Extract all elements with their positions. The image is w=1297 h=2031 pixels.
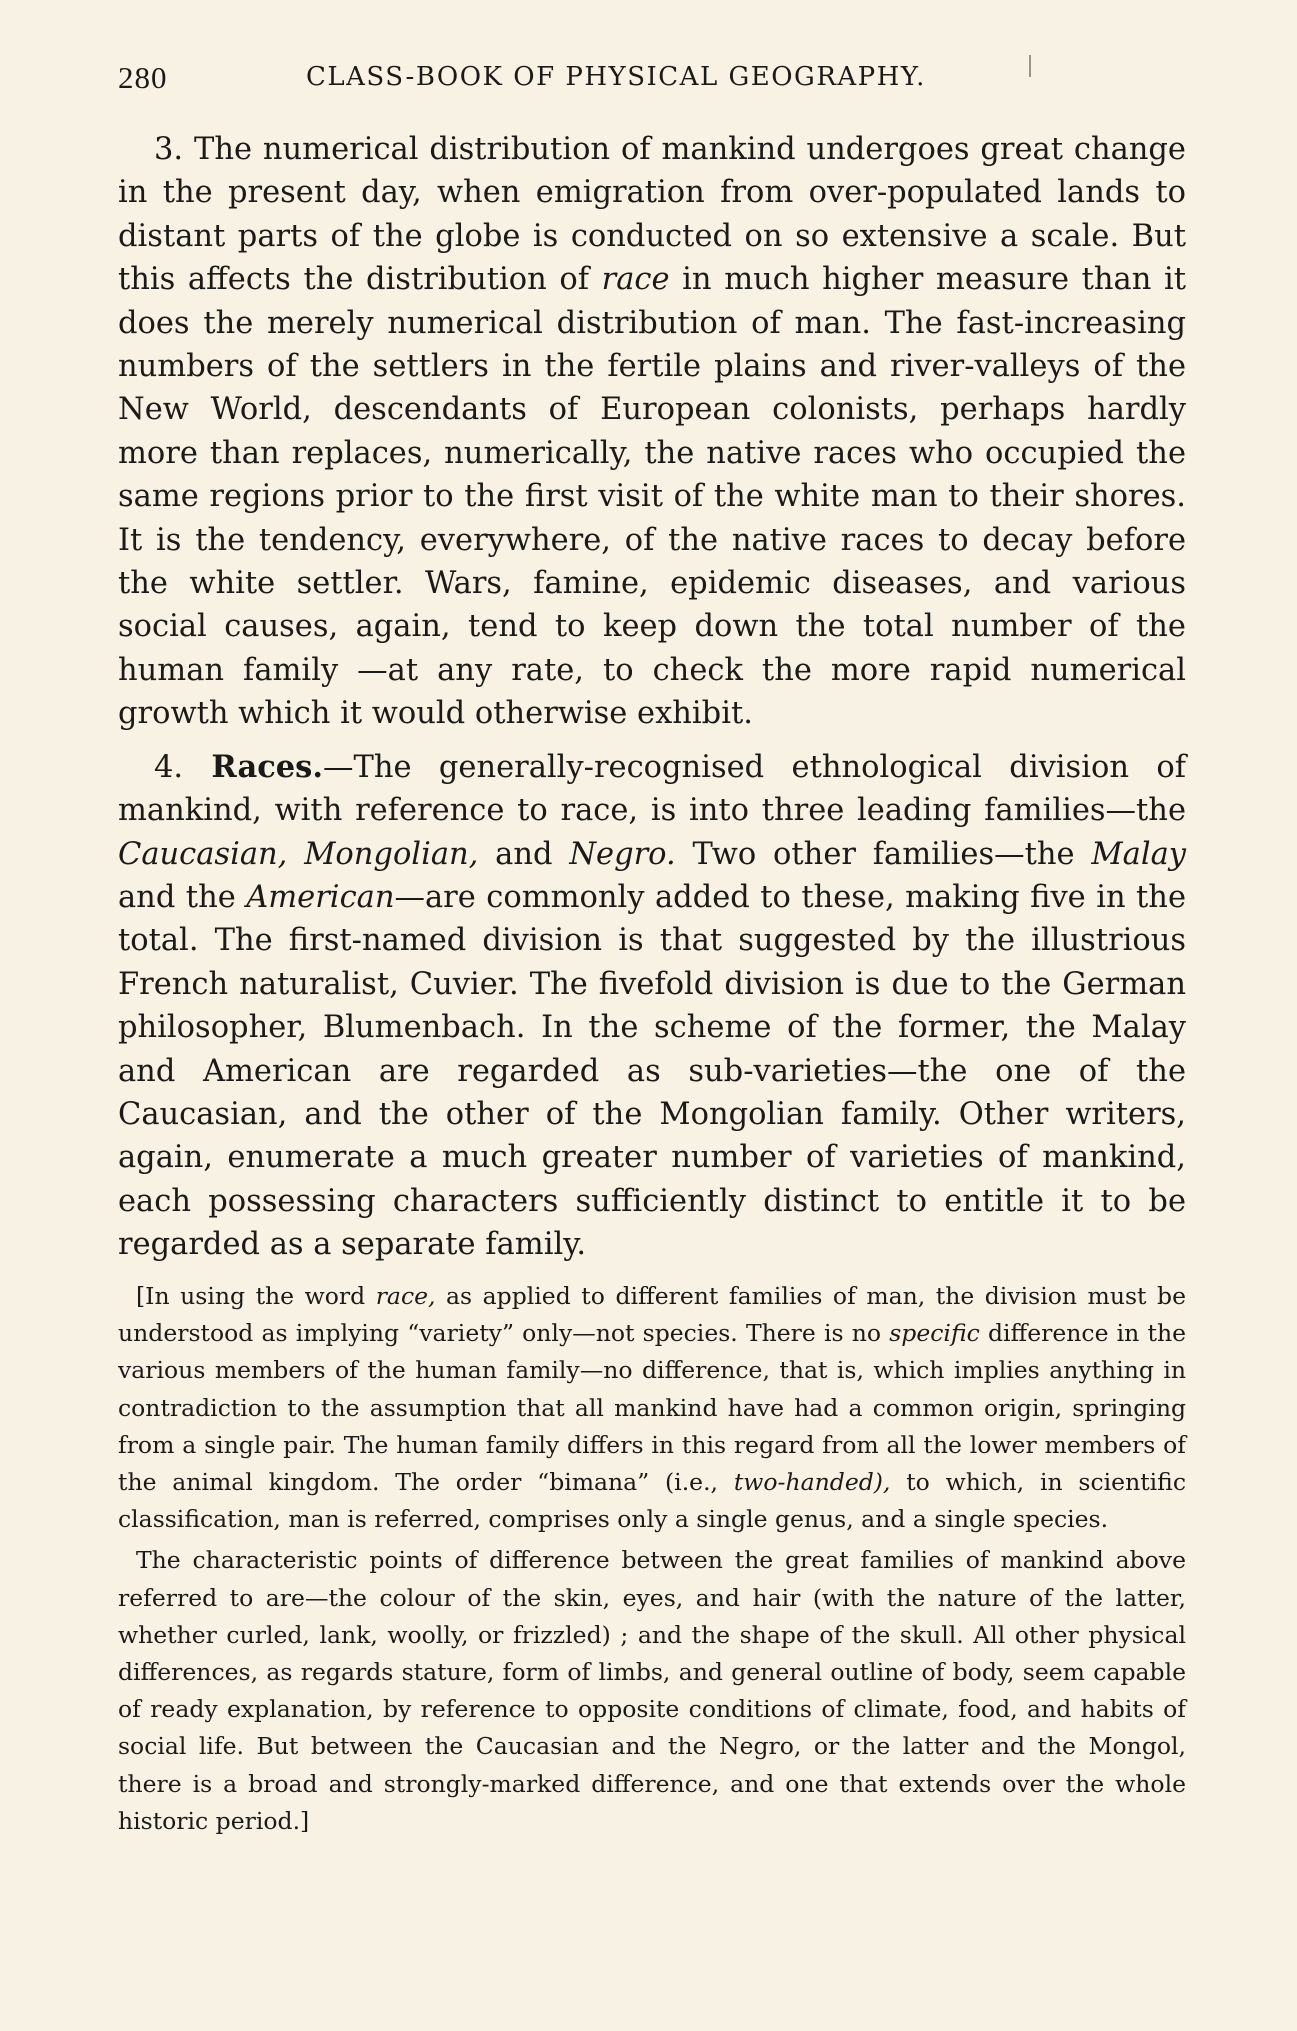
paragraph-text: and the bbox=[118, 879, 247, 915]
paragraph-text: in much higher measure than it does the merely numerical distribution of man. The fast-increasing numbers of the settlers in the fertile plains and river-valleys of the New World, descendants of European colonists, perhaps hardly more than replaces, numerically, the native races who occupied the same regions prior to the first visit of the white man to their shores. It is the tendency, everywhere, of the native races to decay before the white settler. Wars, famine, epidemic diseases, and various social causes, again, tend to keep down the total number of the human family —at any rate, to check the more rapid numerical growth which it would otherwise exhibit. bbox=[118, 262, 1187, 732]
note-paragraph bbox=[118, 1278, 1186, 1538]
paragraph-text: The numerical distribution of mankind undergoes great change in the present day, when emigration from over-populated lands to distant parts of the globe is conducted on so extensive a scale. But this affects the distribution of bbox=[118, 132, 1186, 298]
main-text bbox=[118, 128, 1186, 1267]
paragraph-text: Two other families—the bbox=[675, 836, 1092, 872]
section-heading: Races. bbox=[183, 748, 323, 785]
page-number: 280 bbox=[118, 60, 168, 95]
note-text: to which, in scientific classification, man is referred, comprises only a single genus, and a single species. bbox=[118, 1468, 1187, 1534]
note-text: as applied to different families of man, the division must be understood as implying “variety” only—not species. There is no bbox=[118, 1282, 1186, 1348]
paragraph-text: and bbox=[478, 836, 570, 872]
italic-term: Mongolian, bbox=[304, 836, 479, 872]
note-text: [In using the word bbox=[136, 1282, 376, 1310]
note-paragraph: The characteristic points of difference between the great families of mankind above referred to are—the colour of the skin, eyes, and hair (with the nature of the latter, whether curled, lank, woolly, or frizzled) ; and the shape of the skull. All other physical differences, as regards stature, form of limbs, and general outline of body, seem capable of ready explanation, by reference to opposite conditions of climate, food, and habits of social life. But between the Caucasian and the Negro, or the latter and the Mongol, there is a broad and strongly-marked difference, and one that extends over the whole historic period.] bbox=[118, 1546, 1186, 1835]
paragraph-number: 4. bbox=[154, 749, 184, 785]
italic-term: two-handed), bbox=[733, 1468, 891, 1497]
paragraph-number: 3. bbox=[154, 132, 184, 167]
italic-term: Malay bbox=[1091, 836, 1186, 872]
italic-term: Negro. bbox=[569, 836, 676, 872]
paragraph-4-races bbox=[118, 746, 1186, 1267]
italic-term: race bbox=[601, 262, 670, 298]
paragraph-text bbox=[287, 837, 304, 872]
running-title: CLASS-BOOK OF PHYSICAL GEOGRAPHY. bbox=[306, 62, 926, 92]
italic-term: American bbox=[246, 879, 395, 915]
note-text: difference in the various members of the human family—no difference, that is, which implies anything in contradiction to the assumption that all mankind have had a common origin, springing from a single pair. The human family differs in this regard from all the lower members of the animal kingdom. The order “bimana” (i.e., bbox=[118, 1319, 1186, 1497]
running-head bbox=[118, 60, 1018, 100]
paragraph-3 bbox=[118, 128, 1186, 736]
margin-mark bbox=[1029, 55, 1031, 77]
paragraph-text: —are commonly added to these, making five in the total. The first-named division is that suggested by the illustrious French naturalist, Cuvier. The fivefold division is due to the German philosopher, Blumenbach. In the scheme of the former, the Malay and American are regarded as sub-varieties—the one of the Caucasian, and the other of the Mongolian family. Other writers, again, enumerate a much greater number of varieties of mankind, each possessing characters sufficiently distinct to entitle it to be regarded as a separate family. bbox=[118, 879, 1187, 1263]
italic-term: specific bbox=[889, 1319, 980, 1348]
italic-term: Caucasian, bbox=[118, 836, 288, 872]
bracketed-note bbox=[118, 1278, 1186, 1840]
paragraph-text: —The generally-recognised ethnological division of mankind, with reference to race, is into three leading families—the bbox=[118, 749, 1186, 829]
italic-term: race, bbox=[375, 1282, 436, 1310]
